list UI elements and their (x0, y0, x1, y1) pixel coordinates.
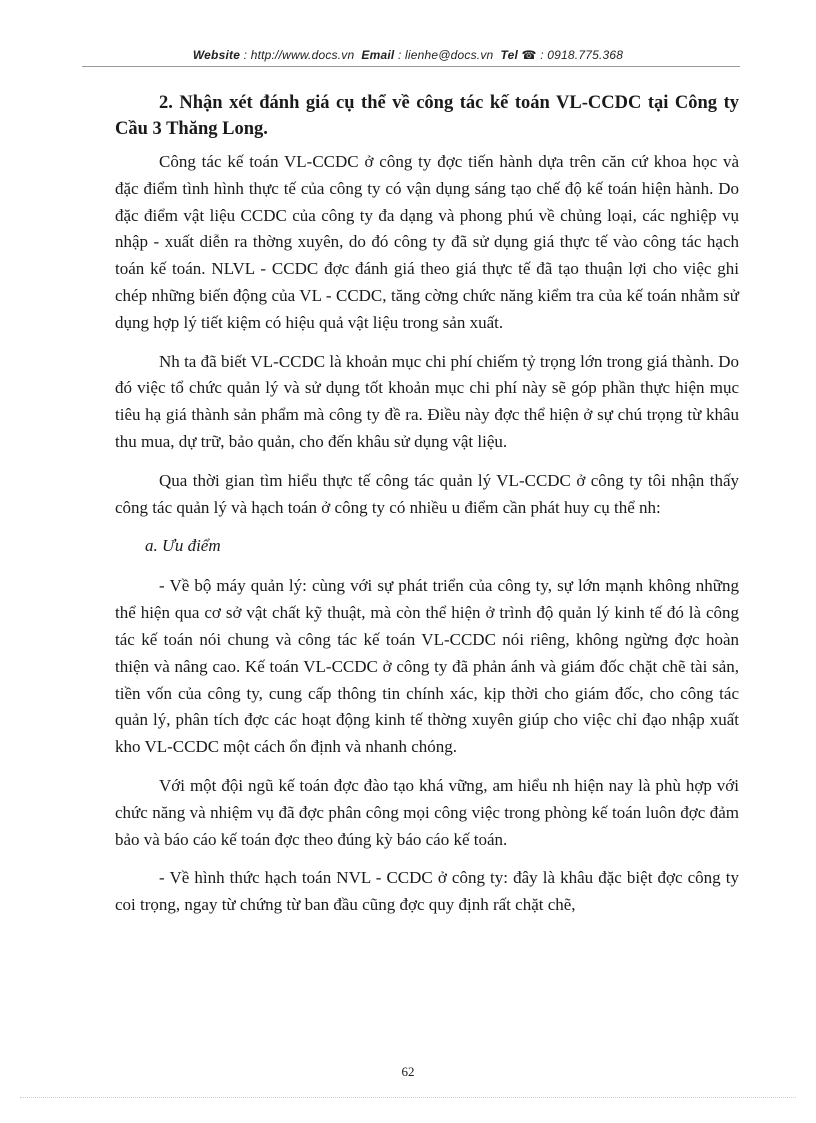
email-label: Email (361, 48, 395, 62)
paragraph: Với một đội ngũ kế toán đợc đào tạo khá vững, am hiểu nh hiện nay là phù hợp với chức năng và nhiệm vụ đã đợc phân công mọi công việc trong phòng kế toán luôn đợc đảm bảo và báo cáo kế toán đợc theo đúng kỳ báo cáo kế toán. (115, 775, 739, 849)
tel-number: : 0918.775.368 (540, 48, 624, 62)
tel-label: Tel ☎ (500, 48, 537, 62)
subheading-advantages: a. Ưu điểm (145, 536, 221, 556)
website-url[interactable]: : http://www.docs.vn (243, 48, 355, 62)
header-divider (82, 66, 740, 67)
paragraph: Công tác kế toán VL-CCDC ở công ty đợc tiến hành dựa trên căn cứ khoa học và đặc điểm tình hình thực tế của công ty có vận dụng sáng tạo chế độ kế toán hiện hành. Do đặc điểm vật liệu CCDC của công ty đa dạng và phong phú về chủng loại, các nghiệp vụ nhập - xuất diễn ra thờng xuyên, do đó công ty đã sử dụng giá thực tế vào công tác hạch toán kế toán. NLVL - CCDC đợc đánh giá theo giá thực tế đã tạo thuận lợi cho việc ghi chép những biến động của VL - CCDC, tăng cờng chức năng kiểm tra của kế toán nhằm sử dụng hợp lý tiết kiệm có hiệu quả vật liệu trong sản xuất. (115, 152, 739, 332)
page-number: 62 (401, 1064, 415, 1079)
document-body (115, 90, 739, 931)
page-bottom-divider (20, 1097, 796, 1098)
email-address[interactable]: : lienhe@docs.vn (397, 48, 494, 62)
paragraph: Nh ta đã biết VL-CCDC là khoản mục chi phí chiếm tỷ trọng lớn trong giá thành. Do đó việc tổ chức quản lý và sử dụng tốt khoản mục chi phí này sẽ góp phần thực hiện mục tiêu hạ giá thành sản phẩm mà công ty đề ra. Điều này đợc thể hiện ở sự chú trọng từ khâu thu mua, dự trữ, bảo quản, cho đến khâu sử dụng vật liệu. (115, 351, 739, 451)
page-header (0, 48, 816, 62)
paragraph: - Về bộ máy quản lý: cùng với sự phát triển của công ty, sự lớn mạnh không những thể hiện qua cơ sở vật chất kỹ thuật, mà còn thể hiện ở trình độ quản lý kinh tế đó là công tác kế toán nói chung và công tác kế toán VL-CCDC nói riêng, không ngừng đợc hoàn thiện và nâng cao. Kế toán VL-CCDC ở công ty đã phản ánh và giám đốc chặt chẽ tài sản, tiền vốn của công ty, cung cấp thông tin chính xác, kịp thời cho giám đốc, cho công tác quản lý, phân tích đợc các hoạt động kinh tế thờng xuyên giúp cho việc chỉ đạo nhập xuất kho VL-CCDC một cách ổn định và nhanh chóng. (115, 576, 739, 757)
website-label: Website (192, 48, 241, 62)
paragraph: Qua thời gian tìm hiểu thực tế công tác quản lý VL-CCDC ở công ty tôi nhận thấy công tác quản lý và hạch toán ở công ty có nhiều u điểm cần phát huy cụ thể nh: (115, 470, 739, 517)
paragraph: - Về hình thức hạch toán NVL - CCDC ở công ty: đây là khâu đặc biệt đợc công ty coi trọng, ngay từ chứng từ ban đầu cũng đợc quy định rất chặt chẽ, (115, 868, 739, 915)
section-title: 2. Nhận xét đánh giá cụ thể về công tác kế toán VL-CCDC tại Công ty Cầu 3 Thăng Long. (115, 93, 739, 139)
